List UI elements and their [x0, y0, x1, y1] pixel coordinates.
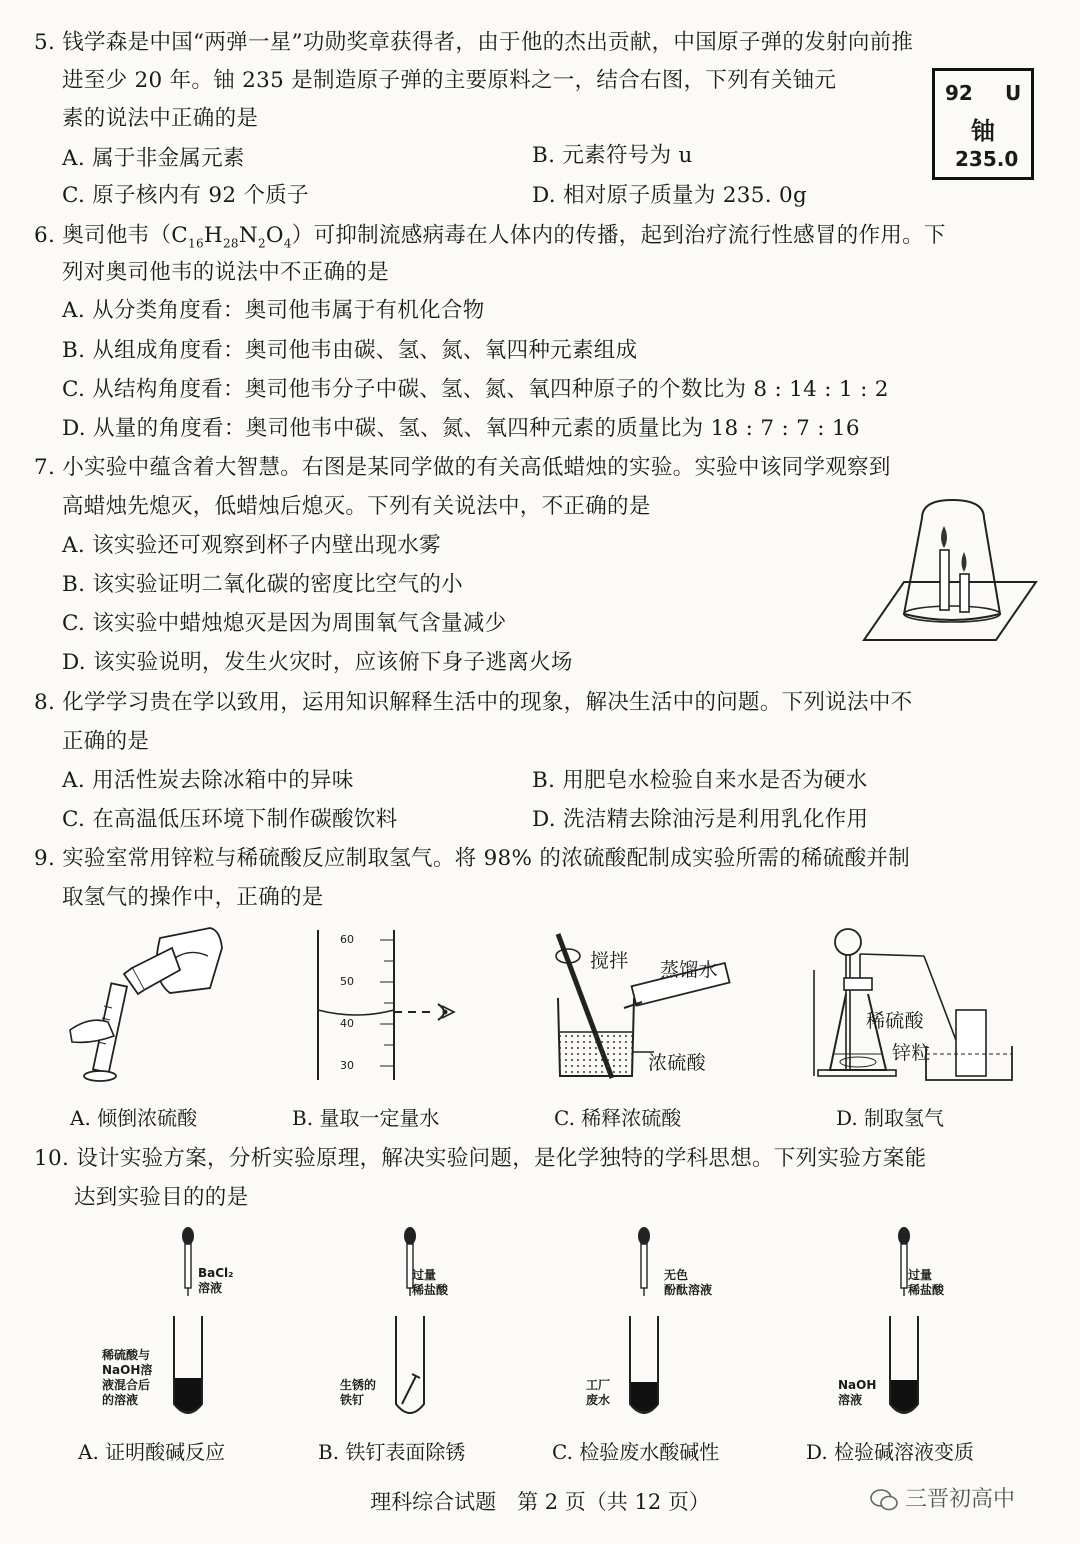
element-name: 铀	[971, 116, 995, 145]
q6-stem-line1: 6. 奥司他韦$(C_{16}H_{28}N_2O_4)$可抑制流感病毒在人体内的传播，起到治疗流行性感冒的作用。下	[34, 223, 946, 251]
q6-option-a: A. 从分类角度看：奥司他韦属于有机化合物	[62, 298, 485, 323]
q5-option-a: A. 属于非金属元素	[62, 146, 245, 171]
q5-stem-line1: 5. 钱学森是中国“两弹一星”功勋奖章获得者，由于他的杰出贡献，中国原子弹的发射向前推	[34, 30, 914, 55]
wechat-icon	[870, 1489, 898, 1511]
q5-option-c: C. 原子核内有 92 个质子	[62, 183, 309, 208]
q9-figure-b-cylinder-reading	[290, 926, 470, 1086]
q10-c-tube-label: 工厂 废水	[586, 1378, 611, 1407]
q5-option-b: B. 元素符号为 u	[532, 143, 693, 168]
q10-figure-b-tube	[390, 1226, 430, 1426]
q10-d-reagent: 过量 稀盐酸	[908, 1268, 945, 1297]
q9-option-a: A. 倾倒浓硫酸	[70, 1106, 198, 1130]
q10-a-reagent: BaCl₂ 溶液	[198, 1266, 234, 1295]
q8-option-b: B. 用肥皂水检验自来水是否为硬水	[532, 768, 868, 793]
q10-b-reagent: 过量 稀盐酸	[412, 1268, 449, 1297]
q10-figure-d-tube	[884, 1226, 924, 1426]
element-symbol: U	[1005, 81, 1022, 105]
q8-option-d: D. 洗洁精去除油污是利用乳化作用	[532, 807, 869, 832]
atomic-mass: 235.0	[955, 147, 1019, 171]
q9-tick-40: 40	[340, 1017, 354, 1030]
q7-option-a: A. 该实验还可观察到杯子内壁出现水雾	[62, 533, 441, 558]
q6-option-c: C. 从结构角度看：奥司他韦分子中碳、氢、氮、氧四种原子的个数比为 8 : 14 : 1 : 2	[62, 377, 889, 402]
q9-tick-50: 50	[340, 975, 354, 988]
q7-stem-line1: 7. 小实验中蕴含着大智慧。右图是某同学做的有关高低蜡烛的实验。实验中该同学观察到	[34, 455, 891, 480]
q9-option-c: C. 稀释浓硫酸	[554, 1106, 682, 1130]
q10-option-c: C. 检验废水酸碱性	[552, 1440, 720, 1464]
q8-option-a: A. 用活性炭去除冰箱中的异味	[62, 768, 354, 793]
q10-a-tube-label: 稀硫酸与 NaOH溶 液混合后 的溶液	[102, 1348, 153, 1407]
q7-stem-line2: 高蜡烛先熄灭，低蜡烛后熄灭。下列有关说法中，不正确的是	[62, 494, 651, 519]
candle-experiment-figure	[862, 486, 1038, 646]
q10-option-b: B. 铁钉表面除锈	[318, 1440, 466, 1464]
q9-c-stir-label: 搅拌	[590, 950, 629, 972]
atomic-number: 92	[945, 81, 973, 105]
q9-option-d: D. 制取氢气	[836, 1106, 945, 1130]
q10-stem-line1: 10. 设计实验方案，分析实验原理，解决实验问题，是化学独特的学科思想。下列实验方案能	[34, 1146, 927, 1171]
q10-option-d: D. 检验碱溶液变质	[806, 1440, 975, 1464]
q10-option-a: A. 证明酸碱反应	[78, 1440, 226, 1464]
q6-stem-line2: 列对奥司他韦的说法中不正确的是	[62, 260, 390, 285]
watermark-text: 三晋初高中	[905, 1487, 1016, 1512]
q9-tick-30: 30	[340, 1059, 354, 1072]
q7-option-c: C. 该实验中蜡烛熄灭是因为周围氧气含量减少	[62, 611, 507, 636]
q8-stem-line1: 8. 化学学习贵在学以致用，运用知识解释生活中的现象，解决生活中的问题。下列说法中不	[34, 690, 913, 715]
q9-c-water-label: 蒸馏水	[660, 959, 718, 981]
q6-option-b: B. 从组成角度看：奥司他韦由碳、氢、氮、氧四种元素组成	[62, 338, 638, 363]
q9-option-b: B. 量取一定量水	[292, 1106, 440, 1130]
q8-option-c: C. 在高温低压环境下制作碳酸饮料	[62, 807, 398, 832]
watermark	[870, 1482, 1015, 1513]
q7-option-d: D. 该实验说明，发生火灾时，应该俯下身子逃离火场	[62, 650, 573, 675]
q9-d-zinc-label: 锌粒	[892, 1042, 931, 1064]
q10-d-tube-label: NaOH 溶液	[838, 1378, 877, 1407]
q9-figure-a-pouring	[60, 918, 230, 1088]
q9-stem-line2: 取氢气的操作中，正确的是	[62, 885, 324, 910]
q5-option-d: D. 相对原子质量为 235. 0g	[532, 183, 808, 208]
q5-stem-line2: 进至少 20 年。铀 235 是制造原子弹的主要原料之一，结合右图，下列有关铀元	[62, 68, 837, 93]
uranium-element-card	[932, 68, 1034, 180]
q5-stem-line3: 素的说法中正确的是	[62, 106, 259, 131]
q9-d-acid-label: 稀硫酸	[866, 1010, 924, 1032]
q10-figure-a-tube	[168, 1226, 208, 1426]
oseltamivir-formula: $C_{16}H_{28}N_2O_4$	[171, 223, 292, 251]
q10-stem-line2: 达到实验目的的是	[74, 1185, 249, 1210]
q6-option-d: D. 从量的角度看：奥司他韦中碳、氢、氮、氧四种元素的质量比为 18 : 7 : 7 : 16	[62, 416, 860, 441]
q10-c-reagent: 无色 酚酞溶液	[664, 1268, 713, 1297]
q9-stem-line1: 9. 实验室常用锌粒与稀硫酸反应制取氢气。将 98% 的浓硫酸配制成实验所需的稀硫酸并制	[34, 846, 911, 871]
page-footer: 理科综合试题 第 2 页（共 12 页）	[370, 1490, 710, 1514]
q9-tick-60: 60	[340, 933, 354, 946]
q9-c-acid-label: 浓硫酸	[648, 1052, 706, 1074]
q10-b-tube-label: 生锈的 铁钉	[340, 1378, 377, 1407]
q10-figure-c-tube	[624, 1226, 664, 1426]
q7-option-b: B. 该实验证明二氧化碳的密度比空气的小	[62, 572, 463, 597]
q8-stem-line2: 正确的是	[62, 729, 150, 754]
